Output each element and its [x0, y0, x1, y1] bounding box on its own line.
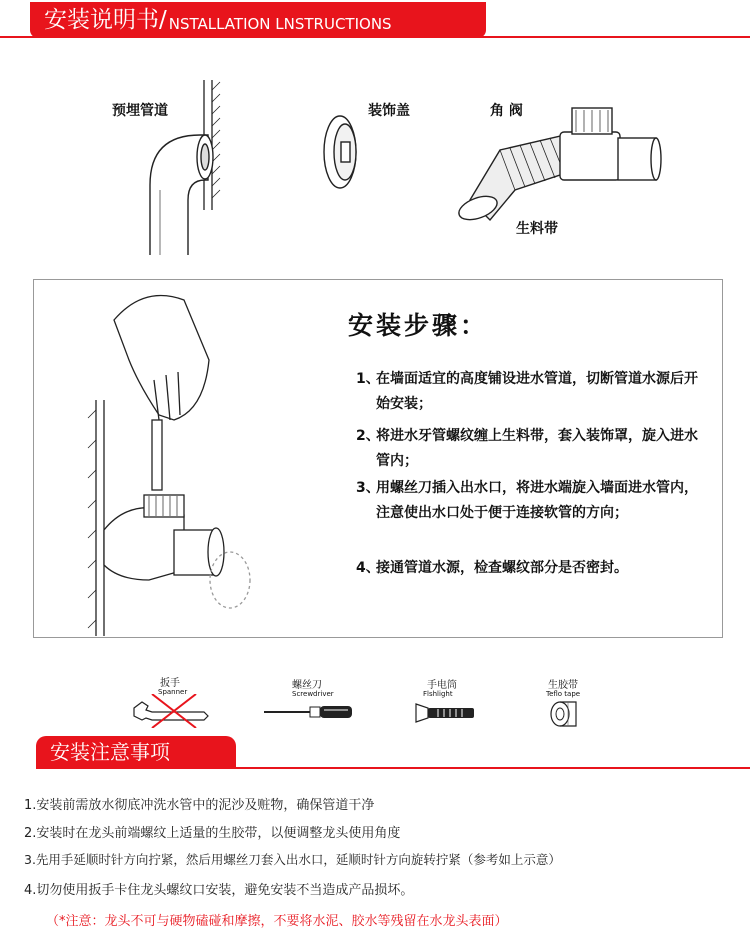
notes-rule [36, 767, 750, 769]
step-text: 接通管道水源，检查螺纹部分是否密封。 [376, 560, 628, 576]
tool-label-en: Screwdriver [292, 690, 334, 698]
label-decorative-cover: 装饰盖 [368, 103, 410, 119]
step-number: 3、 [356, 480, 380, 496]
step-number: 1、 [356, 371, 380, 387]
tool-label-zh: 生胶带 [548, 680, 578, 691]
step-item [356, 556, 706, 581]
step-item [356, 424, 706, 474]
tool-label-zh: 扳手 [160, 678, 180, 689]
warning-note: （*注意：龙头不可与硬物磕碰和摩擦，不要将水泥、胶水等残留在水龙头表面） [46, 914, 508, 929]
hand-screwdriver-illustration [34, 280, 274, 636]
note-item: 1.安装前需放水彻底冲洗水管中的泥沙及赃物，确保管道干净 [24, 798, 375, 813]
step-text: 用螺丝刀插入出水口，将进水端旋入墙面进水管内，注意使出水口处于便于连接软管的方向； [376, 480, 698, 521]
step-item [356, 476, 706, 526]
tape-icon [548, 700, 582, 728]
page-title-en: NSTALLATION LNSTRUCTIONS [168, 15, 392, 33]
notes-title: 安装注意事项 [50, 740, 170, 764]
label-angle-valve: 角 阀 [490, 103, 523, 119]
notes-title-banner [36, 736, 236, 768]
screwdriver-icon [262, 704, 356, 720]
flashlight-icon [414, 702, 476, 724]
note-item: 3.先用手延顺时针方向拧紧，然后用螺丝刀套入出水口，延顺时针方向旋转拧紧（参考如上示意） [24, 852, 561, 867]
tool-label-zh: 螺丝刀 [292, 680, 322, 691]
step-text: 将进水牙管螺纹缠上生料带，套入装饰罩，旋入进水管内； [376, 428, 698, 469]
tool-label-en: Teflo tape [546, 690, 581, 698]
label-teflon-tape: 生料带 [516, 221, 558, 237]
label-embedded-pipe: 预埋管道 [112, 103, 168, 119]
step-text: 在墙面适宜的高度铺设进水管道，切断管道水源后开始安装； [376, 371, 698, 412]
angle-valve-illustration [456, 108, 661, 224]
spanner-icon [132, 694, 212, 728]
note-item: 2.安装时在龙头前端螺纹上适量的生胶带，以便调整龙头使用角度 [24, 826, 401, 841]
tool-label-en: Flshlight [423, 690, 453, 698]
decorative-cover-illustration [324, 116, 356, 188]
step-number: 4、 [356, 560, 380, 576]
tool-label-en: Spanner [158, 688, 188, 696]
note-item: 4.切勿使用扳手卡住龙头螺纹口安装，避免安装不当造成产品损坏。 [24, 883, 414, 898]
step-item [356, 367, 706, 417]
steps-title: 安装步骤： [348, 311, 489, 340]
installation-diagram [0, 40, 750, 270]
page-title-banner [30, 2, 486, 38]
tool-label-zh: 手电筒 [427, 680, 457, 691]
page-title-zh: 安装说明书/ [44, 7, 167, 33]
step-number: 2、 [356, 428, 380, 444]
